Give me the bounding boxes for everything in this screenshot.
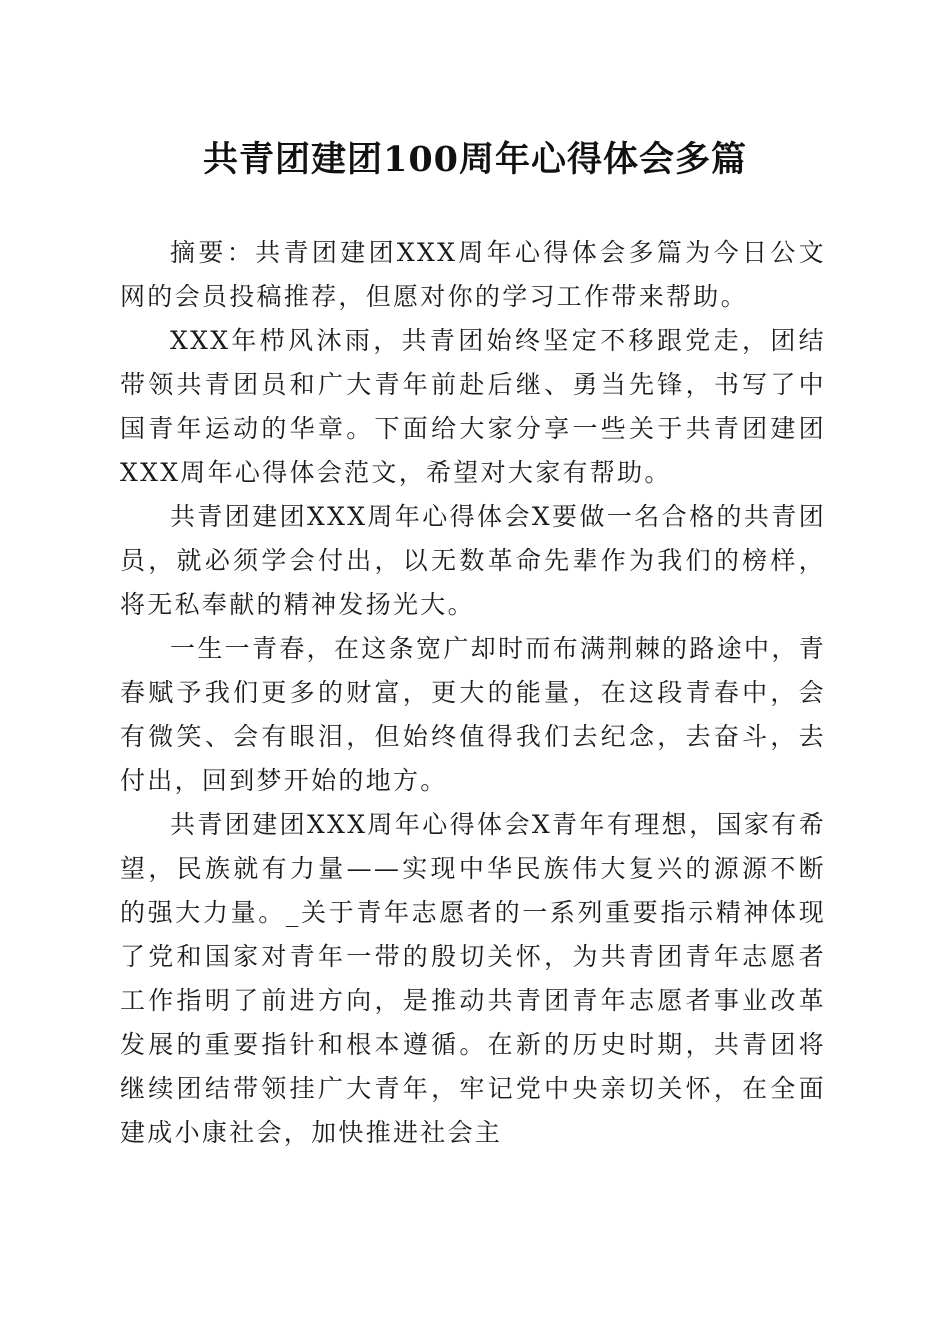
- paragraph-youth: 一生一青春，在这条宽广却时而布满荆棘的路途中，青春赋予我们更多的财富，更大的能量，在这段青春中，会有微笑、会有眼泪，但始终值得我们去纪念，去奋斗，去付出，回到梦开始的地方。: [120, 634, 826, 795]
- paragraph-essay-2: 共青团建团XXX周年心得体会X青年有理想，国家有希望，民族就有力量——实现中华民族伟大复兴的源源不断的强大力量。_关于青年志愿者的一系列重要指示精神体现了党和国家对青年一带的殷切关怀，为共青团青年志愿者工作指明了前进方向，是推动共青团青年志愿者事业改革发展的重要指针和根本遵循。在新的历史时期，共青团将继续团结带领挂广大青年，牢记党中央亲切关怀，在全面建成小康社会，加快推进社会主: [120, 810, 826, 1147]
- paragraph-abstract: 摘要：共青团建团XXX周年心得体会多篇为今日公文网的会员投稿推荐，但愿对你的学习工作带来帮助。: [120, 238, 826, 311]
- document-title: 共青团建团100周年心得体会多篇: [202, 139, 748, 180]
- paragraph-essay-1: 共青团建团XXX周年心得体会X要做一名合格的共青团员，就必须学会付出，以无数革命先辈作为我们的榜样，将无私奉献的精神发扬光大。: [120, 502, 826, 619]
- paragraph-intro: XXX年栉风沐雨，共青团始终坚定不移跟党走，团结带领共青团员和广大青年前赴后继、勇当先锋，书写了中国青年运动的华章。下面给大家分享一些关于共青团建团XXX周年心得体会范文，希望对大家有帮助。: [120, 326, 826, 487]
- document-body: [120, 231, 826, 1155]
